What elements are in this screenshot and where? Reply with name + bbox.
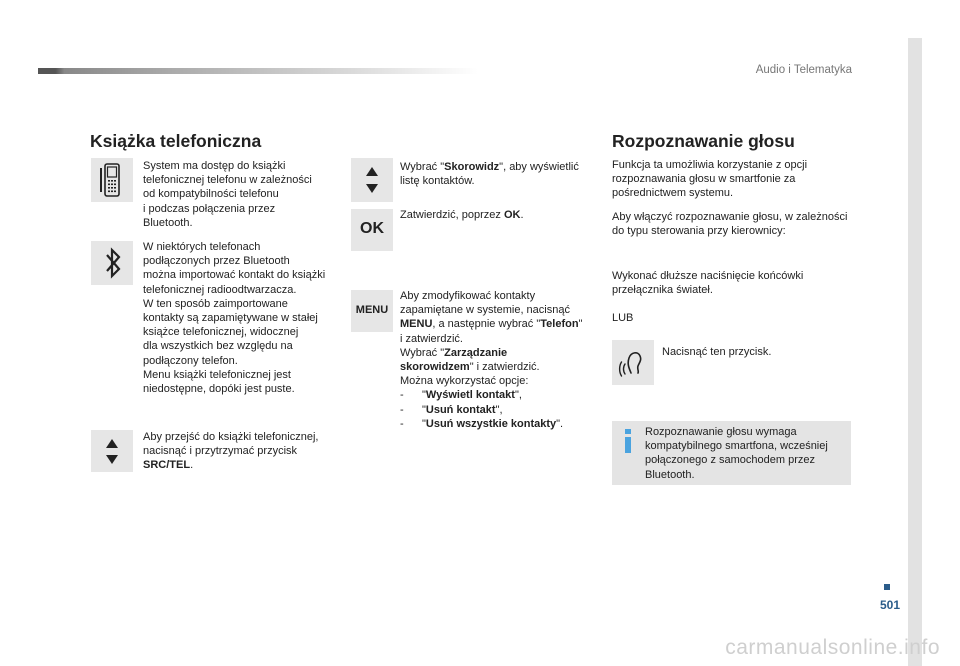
confirm-ok-text: Zatwierdzić, poprzez OK.	[400, 209, 524, 221]
phonebook-text-1: System ma dostęp do książki telefonicznej telefonu w zależności od kompatybilności telefonu i podczas połączenia przez Bluetooth.	[143, 160, 312, 229]
select-directory-text: Wybrać "Skorowidz", aby wyświetlić listę kontaktów.	[400, 161, 579, 188]
page-marker	[884, 584, 890, 590]
voice-text-1: Funkcja ta umożliwia korzystanie z opcji rozpoznawania głosu w smartfonie za pośrednictwem systemu.	[612, 159, 808, 200]
list-item: - "Usuń wszystkie kontakty".	[400, 417, 564, 430]
menu-label: MENU	[355, 304, 389, 316]
or-label: LUB	[612, 312, 634, 324]
page-number: 501	[880, 598, 901, 612]
up-down-arrows-icon	[91, 430, 133, 472]
info-text: Rozpoznawanie głosu wymaga kompatybilnego smartfona, wcześniej połączonego z samochodem przez Bluetooth.	[645, 426, 828, 481]
list-item: - "Wyświetl kontakt",	[400, 389, 522, 402]
ok-button-icon	[351, 209, 393, 251]
watermark: carmanualsonline.info	[725, 636, 940, 659]
ok-label: OK	[360, 220, 384, 237]
option-list	[400, 388, 605, 431]
src-tel-label: SRC/TEL	[143, 459, 191, 472]
phonebook-text-3: Aby przejść do książki telefonicznej, nacisnąć i przytrzymać przycisk SRC/TEL.	[143, 431, 319, 472]
up-down-arrows-icon	[351, 158, 393, 202]
bluetooth-icon	[91, 241, 133, 285]
voice-button-icon	[612, 340, 654, 385]
modify-contacts-text: Aby zmodyfikować kontakty zapamiętane w systemie, nacisnąć MENU, a następnie wybrać "Telefon" i zatwierdzić. Wybrać "Zarządzanie skorowidzem" i zatwierdzić. Można wykorzystać opcje: - "Wyświetl kontakt", - "Usuń kontakt", - "Usuń wszystkie kontakty".	[400, 289, 605, 431]
voice-text-5: Nacisnąć ten przycisk.	[662, 346, 772, 358]
voice-text-3: Wykonać dłuższe naciśnięcie końcówki przełącznika świateł.	[612, 270, 804, 297]
header-gradient-bar	[38, 68, 478, 74]
phonebook-heading: Książka telefoniczna	[90, 131, 262, 151]
side-strip	[908, 38, 922, 666]
list-item: - "Usuń kontakt",	[400, 403, 503, 416]
menu-button-icon	[351, 290, 393, 332]
voice-text-2: Aby włączyć rozpoznawanie głosu, w zależności do typu sterowania przy kierownicy:	[612, 211, 848, 238]
phone-icon	[91, 158, 133, 202]
voice-recognition-heading: Rozpoznawanie głosu	[612, 131, 795, 151]
phonebook-text-2: W niektórych telefonach podłączonych przez Bluetooth można importować kontakt do książki telefonicznej radioodtwarzacza. W ten sposób zaimportowane kontakty są zapamiętywane w stałej książce telefonicznej, widocznej dla wszystkich bez względu na podłączony telefon. Menu książki telefonicznej jest niedostępne, dopóki jest puste.	[143, 241, 326, 396]
section-title: Audio i Telematyka	[755, 64, 852, 76]
info-icon	[622, 428, 636, 456]
